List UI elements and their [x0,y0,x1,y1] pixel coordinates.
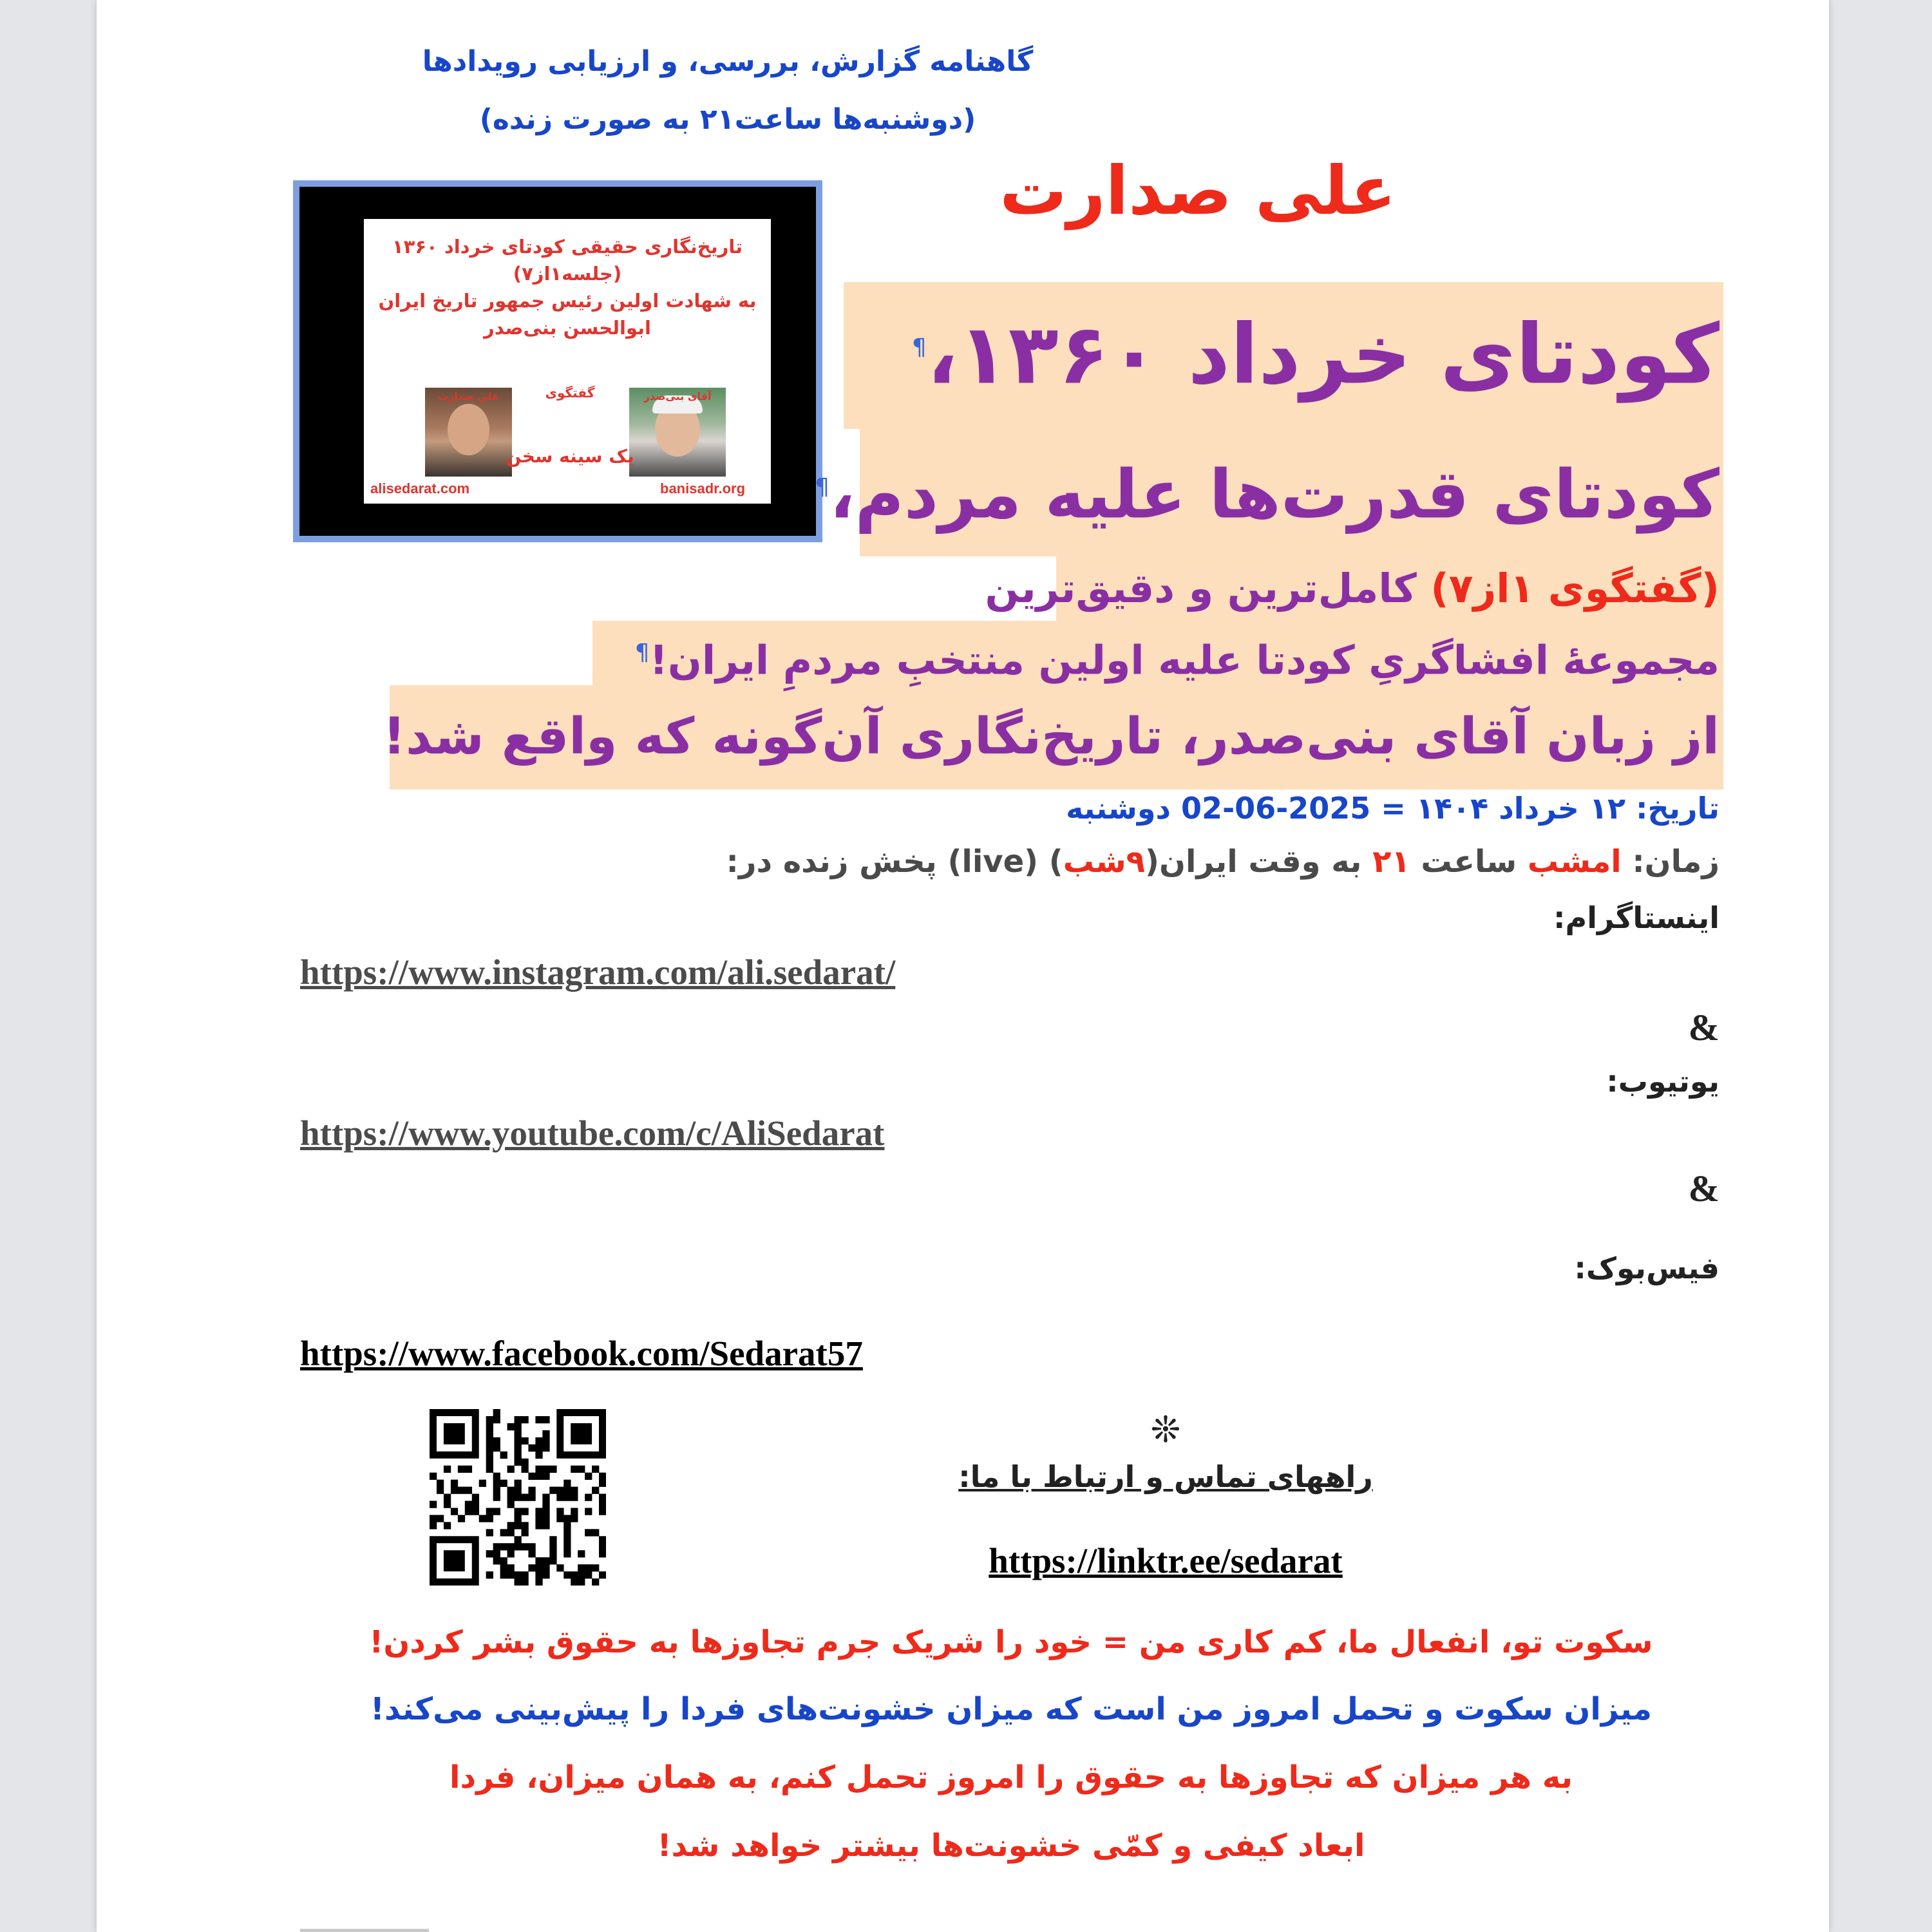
time-label: زمان: [1621,844,1719,880]
qr-module [465,1487,472,1494]
qr-module [451,1480,458,1487]
left-speaker-name: علی صدارت [438,390,499,402]
qr-module [515,1543,522,1550]
qr-module [500,1571,507,1578]
qr-module [528,1494,535,1501]
hour-value: ۲۱ [1372,844,1410,880]
footer-cut-text [300,1929,429,1932]
headline-text: کودتای خرداد ۱۳۶۰، [926,307,1719,403]
qr-module [549,1550,556,1557]
qr-module [542,1557,549,1564]
ampersand: & [1688,1168,1719,1209]
qr-module [528,1543,535,1550]
qr-module [521,1508,528,1515]
slogan-line-1: سکوت تو، انفعال ما، کم کاری من = خود را شریک جرم تجاوزها به حقوق بشر کردن! [369,1624,1653,1660]
qr-module [542,1444,549,1452]
qr-module [493,1437,500,1444]
qr-module [451,1508,458,1515]
qr-module [578,1578,585,1586]
qr-module [486,1571,493,1578]
instagram-link[interactable]: https://www.instagram.com/ali.sedarat/ [300,952,896,992]
qr-module [585,1494,592,1501]
qr-module [592,1564,599,1571]
qr-module [521,1494,528,1501]
qr-module [515,1416,522,1423]
qr-module [571,1494,578,1501]
qr-module [486,1550,493,1557]
star-icon: ❊ [1150,1409,1181,1451]
qr-module [515,1437,522,1444]
qr-module [578,1550,585,1557]
qr-module [486,1430,493,1437]
qr-module [493,1543,500,1550]
qr-module [564,1522,571,1529]
qr-module [486,1437,493,1444]
qr-module [507,1501,515,1508]
nine-pm: ۹شب [1063,844,1146,880]
qr-module [493,1494,500,1501]
qr-module [535,1416,542,1423]
qr-module [599,1543,606,1550]
qr-module [542,1430,549,1437]
qr-module [500,1452,507,1459]
qr-module [486,1515,493,1522]
qr-module [493,1416,500,1423]
qr-module [592,1578,599,1586]
pilcrow-mark: ¶ [911,334,927,361]
qr-module [549,1487,556,1494]
youtube-link[interactable]: https://www.youtube.com/c/AliSedarat [300,1113,885,1153]
qr-module [599,1501,606,1508]
qr-module [535,1578,542,1586]
thumbnail-tagline: یک سینه سخن [506,446,634,467]
qr-module [444,1466,451,1473]
qr-module [515,1487,522,1494]
qr-module [486,1444,493,1452]
qr-module [535,1515,542,1522]
qr-module [542,1571,549,1578]
qr-module [592,1466,599,1473]
qr-module [458,1515,465,1522]
headline-line-5: از زبان آقای بنی‌صدر، تاریخ‌نگاری آن‌گونه که واقع شد! [383,708,1719,766]
qr-module [564,1487,571,1494]
qr-module [507,1494,515,1501]
qr-module [599,1536,606,1543]
qr-module [585,1529,592,1536]
qr-module [564,1543,571,1550]
qr-module [585,1508,592,1515]
headline-text: کودتای قدرت‌ها علیه مردم، [829,455,1719,534]
thumbnail-title-line: (جلسه۱از۷) [513,263,622,285]
qr-module [444,1522,451,1529]
qr-module [500,1480,507,1487]
qr-module [515,1423,522,1430]
qr-module [556,1564,564,1571]
headline-line-1 [850,283,1719,420]
qr-module [486,1508,493,1515]
slogan-line-2: میزان سکوت و تحمل امروز من است که میزان خشونت‌های فردا را پیش‌بینی می‌کند! [370,1691,1653,1727]
qr-module [515,1494,522,1501]
qr-module [472,1501,479,1508]
newsletter-title: گاهنامه گزارش، بررسی، و ارزیابی رویدادها [422,45,1034,78]
qr-module [542,1494,549,1501]
qr-module [515,1571,522,1578]
slogan-line-3: به هر میزان که تجاوزها به حقوق را امروز تحمل کنم، به همان میزان، فردا [450,1759,1573,1795]
qr-module [515,1480,522,1487]
qr-module [521,1578,528,1586]
qr-module [592,1529,599,1536]
pilcrow-mark: ¶ [815,474,829,500]
qr-module [599,1508,606,1515]
author-name: علی صدارت [999,151,1396,230]
qr-module [528,1473,535,1480]
thumbnail-talk-label: گفتگوی [545,385,595,401]
qr-module [564,1571,571,1578]
qr-module [515,1578,522,1586]
qr-module [465,1466,472,1473]
qr-module [599,1480,606,1487]
qr-module [542,1501,549,1508]
qr-module [515,1430,522,1437]
qr-module [458,1466,465,1473]
qr-module [444,1501,451,1508]
qr-module [479,1480,486,1487]
qr-module [535,1522,542,1529]
qr-module [500,1564,507,1571]
qr-module [528,1564,535,1571]
tonight-word: امشب [1527,844,1622,880]
qr-module [486,1416,493,1423]
qr-module [571,1466,578,1473]
qr-module [542,1564,549,1571]
thumbnail-card [364,219,771,504]
qr-module [430,1522,437,1529]
headline-text: مجموعهٔ افشاگریِ کودتا علیه اولین منتخبِ مردمِ ایران! [649,636,1719,684]
facebook-link[interactable]: https://www.facebook.com/Sedarat57 [300,1334,863,1373]
qr-module [592,1487,599,1494]
qr-module [515,1508,522,1515]
qr-module [535,1473,542,1480]
qr-module [521,1571,528,1578]
thumbnail-title-line: به شهادت اولین رئیس جمهور تاریخ ایران [378,290,757,312]
left-site: alisedarat.com [370,480,470,497]
qr-module [507,1466,515,1473]
qr-module [451,1487,458,1494]
qr-module [430,1473,437,1480]
qr-module [599,1473,606,1480]
newsletter-subtitle: (دوشنبه‌ها ساعت۲۱ به صورت زنده) [479,103,976,136]
headline-line-3 [985,558,1719,620]
qr-module [521,1529,528,1536]
qr-module [515,1522,522,1529]
qr-code-graphic [430,1409,606,1586]
qr-module [500,1543,507,1550]
session-count: (گفتگوی ۱از۷) [1430,565,1719,612]
qr-module [458,1487,465,1494]
qr-module [444,1550,465,1571]
qr-module [542,1437,549,1444]
time-text: به وقت ایران( [1145,844,1373,880]
qr-module [556,1487,564,1494]
qr-module [493,1508,500,1515]
qr-module [493,1487,500,1494]
qr-module [521,1466,528,1473]
qr-module [437,1515,444,1522]
qr-module [521,1543,528,1550]
qr-module [585,1473,592,1480]
facebook-label: فیس‌بوک: [1574,1251,1719,1285]
qr-module [535,1437,542,1444]
qr-module [444,1494,451,1501]
qr-module [535,1564,542,1571]
face-shape [448,404,489,455]
headline-line-4 [592,622,1719,692]
qr-module [542,1522,549,1529]
qr-module [571,1508,578,1515]
qr-module [472,1508,479,1515]
qr-module [437,1480,444,1487]
qr-module [542,1508,549,1515]
qr-module [515,1444,522,1452]
qr-module [578,1564,585,1571]
qr-module [599,1494,606,1501]
broadcast-time [676,844,1719,880]
contact-label: راههای تماس و ارتباط با ما: [958,1459,1373,1494]
document-page [97,0,1829,1932]
qr-module [535,1508,542,1515]
qr-module [515,1452,522,1459]
video-thumbnail[interactable] [293,180,822,542]
qr-module [549,1466,556,1473]
qr-module [564,1529,571,1536]
qr-module [507,1529,515,1536]
qr-module [542,1416,549,1423]
thumbnail-title-line: ابوالحسن بنی‌صدر [484,317,651,339]
headline-text: کامل‌ترین و دقیق‌ترین [985,565,1431,612]
qr-module [500,1529,507,1536]
thumbnail-title-line: تاریخ‌نگاری حقیقی کودتای خرداد ۱۳۶۰ [392,236,743,258]
qr-module [437,1487,444,1494]
qr-module [486,1466,493,1473]
qr-module [507,1564,515,1571]
qr-module [493,1444,500,1452]
qr-module [515,1515,522,1522]
qr-module [549,1543,556,1550]
qr-module [571,1423,592,1444]
qr-module [528,1444,535,1452]
qr-module [493,1480,500,1487]
qr-module [549,1536,556,1543]
qr-module [564,1494,571,1501]
qr-module [479,1515,486,1522]
qr-module [507,1487,515,1494]
qr-module [465,1508,472,1515]
qr-module [571,1487,578,1494]
qr-module [507,1543,515,1550]
qr-module [528,1487,535,1494]
time-text: ) (live) پخش زنده در: [726,844,1063,880]
qr-module [578,1571,585,1578]
right-speaker-name: آقای بنی‌صدر [643,390,712,402]
headline-line-2 [815,433,1719,549]
qr-module [556,1515,564,1522]
qr-module [556,1494,564,1501]
qr-module [564,1536,571,1543]
linktree-link[interactable]: https://linktr.ee/sedarat [989,1541,1343,1580]
pilcrow-mark: ¶ [634,639,650,666]
qr-module [430,1501,437,1508]
qr-module [542,1473,549,1480]
qr-module [535,1444,542,1452]
broadcast-date: تاریخ: ۱۲ خرداد ۱۴۰۴ = 2025-06-02 دوشنبه [1066,791,1719,826]
qr-module [486,1529,493,1536]
qr-module [521,1416,528,1423]
hour-word: ساعت [1410,844,1528,880]
qr-module [493,1557,500,1564]
qr-module [486,1423,493,1430]
qr-module [515,1536,522,1543]
youtube-label: یوتیوب: [1606,1064,1719,1099]
slogan-line-4: ابعاد کیفی و کمّی خشونت‌ها بیشتر خواهد شد! [657,1828,1365,1864]
instagram-label: اینستاگرام: [1553,900,1719,935]
qr-module [486,1452,493,1459]
qr-module [444,1423,465,1444]
qr-module [542,1466,549,1473]
qr-module [535,1571,542,1578]
qr-module [493,1550,500,1557]
page-footer-fragment [300,1916,442,1932]
qr-module [556,1508,564,1515]
qr-module [521,1459,528,1466]
qr-module [507,1571,515,1578]
qr-module [535,1466,542,1473]
qr-module [571,1515,578,1522]
qr-module [585,1571,592,1578]
qr-module [571,1571,578,1578]
qr-module [472,1494,479,1501]
thumbnail-title [364,233,771,341]
qr-module [564,1515,571,1522]
qr-module [486,1459,493,1466]
qr-module [564,1480,571,1487]
qr-module [521,1437,528,1444]
qr-module [571,1578,578,1586]
qr-module [585,1564,592,1571]
qr-module [599,1550,606,1557]
qr-module [535,1452,542,1459]
qr-module [542,1515,549,1522]
qr-module [549,1557,556,1564]
qr-module [507,1550,515,1557]
qr-module [535,1557,542,1564]
qr-module [528,1550,535,1557]
qr-module [578,1466,585,1473]
qr-code[interactable] [430,1409,606,1586]
qr-module [515,1459,522,1466]
right-site: banisadr.org [660,480,746,497]
qr-module [599,1571,606,1578]
qr-module [507,1522,515,1529]
qr-module [465,1501,472,1508]
qr-module [507,1423,515,1430]
qr-module [430,1515,437,1522]
ampersand: & [1688,1007,1719,1048]
qr-module [493,1409,500,1416]
qr-module [500,1557,507,1564]
qr-module [521,1522,528,1529]
qr-module [493,1473,500,1480]
qr-module [564,1550,571,1557]
